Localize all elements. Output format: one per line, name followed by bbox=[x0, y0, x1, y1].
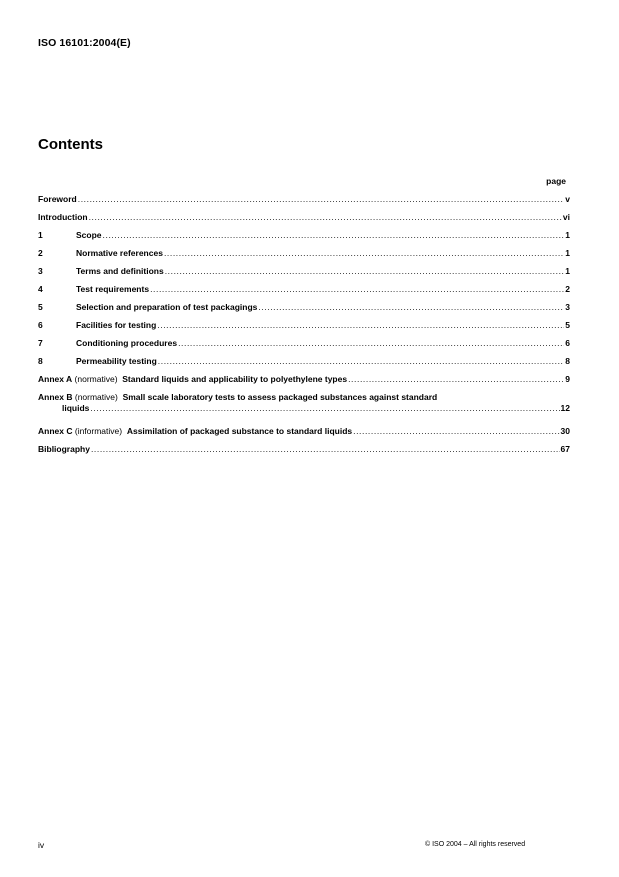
toc-entry-page: vi bbox=[562, 212, 570, 222]
dot-leader bbox=[150, 284, 564, 295]
toc-entry-introduction[interactable] bbox=[38, 212, 570, 223]
toc-entry-page: v bbox=[565, 194, 570, 204]
dot-leader bbox=[258, 302, 564, 313]
toc-entry-title: Standard liquids and applicability to polyethylene types bbox=[122, 374, 348, 384]
dot-leader bbox=[158, 356, 564, 367]
toc-entry-title: Conditioning procedures bbox=[76, 338, 178, 348]
toc-entry-title: Facilities for testing bbox=[76, 320, 157, 330]
dot-leader bbox=[78, 194, 565, 205]
toc-entry-number: 2 bbox=[38, 248, 43, 258]
toc-entry-page: 5 bbox=[565, 320, 570, 330]
toc-entry-page: 2 bbox=[565, 284, 570, 294]
toc-entry-title: Selection and preparation of test packagings bbox=[76, 302, 258, 312]
toc-entry-annex-b[interactable] bbox=[38, 392, 570, 414]
toc-entry-bibliography[interactable] bbox=[38, 444, 570, 455]
toc-entry-title-line2: liquids bbox=[62, 403, 90, 413]
annex-kind: (normative) bbox=[74, 392, 118, 402]
dot-leader bbox=[91, 444, 560, 455]
dot-leader bbox=[348, 374, 564, 385]
toc-entry-page: 12 bbox=[560, 403, 570, 413]
toc-entry-page: 1 bbox=[565, 266, 570, 276]
dot-leader bbox=[90, 403, 559, 414]
annex-kind: (normative) bbox=[74, 374, 118, 384]
toc-entry-title: Permeability testing bbox=[76, 356, 157, 366]
dot-leader bbox=[157, 320, 564, 331]
toc-entry-foreword[interactable] bbox=[38, 194, 570, 205]
toc-entry-title: Assimilation of packaged substance to standard liquids bbox=[126, 426, 353, 436]
toc-entry-page: 9 bbox=[565, 374, 570, 384]
toc-entry-page: 67 bbox=[560, 444, 570, 454]
dot-leader bbox=[178, 338, 564, 349]
toc-entry-normative-references[interactable] bbox=[38, 248, 570, 259]
dot-leader bbox=[164, 248, 564, 259]
toc-entry-page: 30 bbox=[560, 426, 570, 436]
dot-leader bbox=[89, 212, 562, 223]
annex-label: Annex B bbox=[38, 392, 73, 402]
document-header: ISO 16101:2004(E) bbox=[38, 37, 131, 49]
toc-entry-number: 8 bbox=[38, 356, 43, 366]
dot-leader bbox=[165, 266, 565, 277]
footer-copyright: © ISO 2004 – All rights reserved bbox=[425, 841, 526, 848]
toc-entry-page: 1 bbox=[565, 230, 570, 240]
toc-entry-title: Normative references bbox=[76, 248, 163, 258]
toc-entry-number: 6 bbox=[38, 320, 43, 330]
toc-entry-number: 4 bbox=[38, 284, 43, 294]
toc-entry-page: 6 bbox=[565, 338, 570, 348]
annex-label: Annex A bbox=[38, 374, 73, 384]
dot-leader bbox=[103, 230, 565, 241]
toc-entry-title: Terms and definitions bbox=[76, 266, 164, 276]
toc-entry-scope[interactable] bbox=[38, 230, 570, 241]
toc-entry-selection-preparation[interactable] bbox=[38, 302, 570, 313]
annex-kind: (informative) bbox=[74, 426, 123, 436]
toc-entry-title: Introduction bbox=[38, 212, 88, 222]
dot-leader bbox=[353, 426, 559, 437]
contents-title: Contents bbox=[38, 136, 103, 153]
toc-entry-title: Foreword bbox=[38, 194, 77, 204]
toc-entry-facilities[interactable] bbox=[38, 320, 570, 331]
toc-entry-title: Test requirements bbox=[76, 284, 150, 294]
toc-entry-number: 7 bbox=[38, 338, 43, 348]
annex-label: Annex C bbox=[38, 426, 73, 436]
toc-entry-permeability[interactable] bbox=[38, 356, 570, 367]
toc-entry-title: Bibliography bbox=[38, 444, 90, 454]
toc-entry-number: 1 bbox=[38, 230, 43, 240]
toc-entry-page: 1 bbox=[565, 248, 570, 258]
toc-entry-number: 5 bbox=[38, 302, 43, 312]
footer-page-number: iv bbox=[38, 840, 45, 850]
page-column-label: page bbox=[546, 176, 566, 186]
toc-entry-annex-c[interactable] bbox=[38, 426, 570, 437]
toc-entry-page: 3 bbox=[565, 302, 570, 312]
toc-entry-test-requirements[interactable] bbox=[38, 284, 570, 295]
toc-entry-conditioning[interactable] bbox=[38, 338, 570, 349]
toc-entry-page: 8 bbox=[565, 356, 570, 366]
toc-entry-title-line1: Small scale laboratory tests to assess packaged substances against standard bbox=[122, 392, 438, 402]
toc-entry-number: 3 bbox=[38, 266, 43, 276]
toc-entry-annex-a[interactable] bbox=[38, 374, 570, 385]
toc-entry-terms-definitions[interactable] bbox=[38, 266, 570, 277]
toc-entry-title: Scope bbox=[76, 230, 102, 240]
